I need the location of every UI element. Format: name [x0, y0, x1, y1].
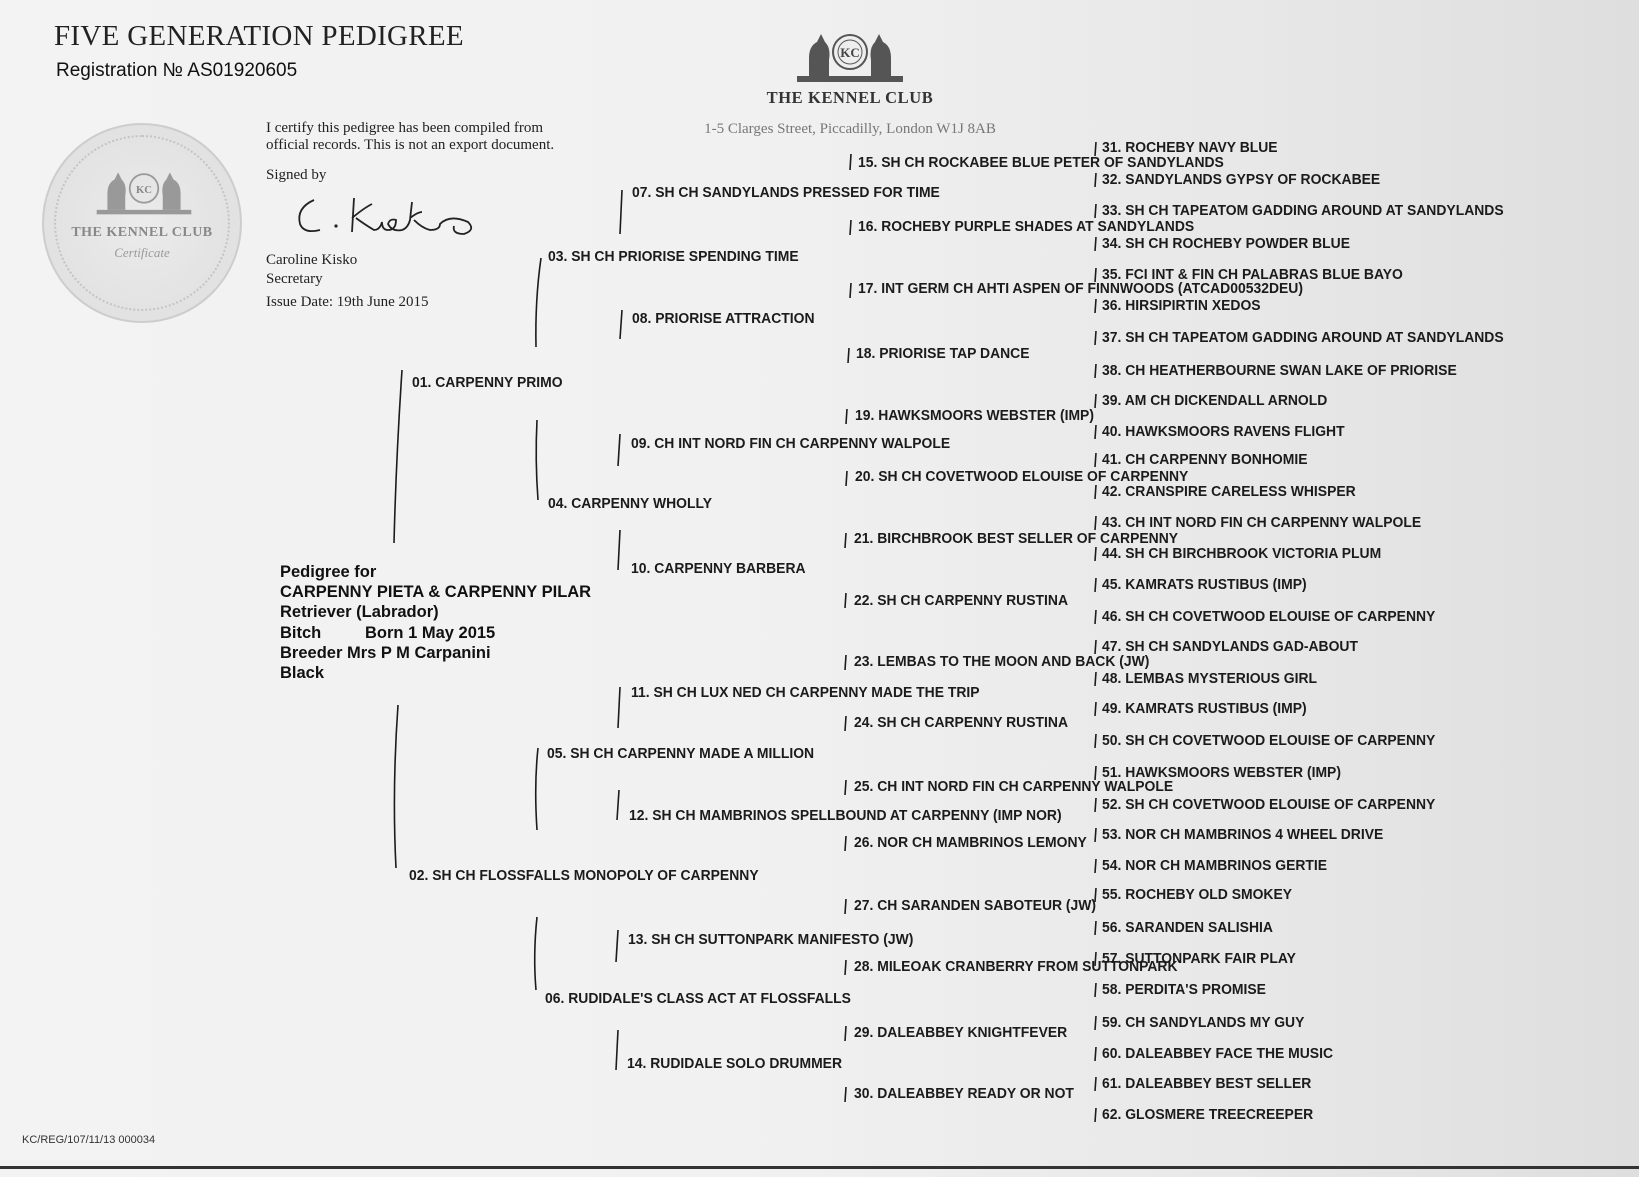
- ancestor-23: 23. LEMBAS TO THE MOON AND BACK (JW): [854, 654, 1150, 670]
- ancestor-49: 49. KAMRATS RUSTIBUS (IMP): [1102, 701, 1307, 717]
- ancestor-58: 58. PERDITA'S PROMISE: [1102, 982, 1266, 998]
- ancestor-60: 60. DALEABBEY FACE THE MUSIC: [1102, 1046, 1334, 1062]
- sire-01: 01. CARPENNY PRIMO: [412, 375, 563, 391]
- signatory-name: Caroline Kisko: [266, 252, 358, 268]
- ancestor-12: 12. SH CH MAMBRINOS SPELLBOUND AT CARPENNY (IMP NOR): [629, 808, 1062, 824]
- ancestor-61: 61. DALEABBEY BEST SELLER: [1102, 1076, 1312, 1092]
- ancestor-29: 29. DALEABBEY KNIGHTFEVER: [854, 1025, 1068, 1041]
- seal-name: THE KENNEL CLUB: [71, 225, 213, 240]
- ancestor-10: 10. CARPENNY BARBERA: [631, 561, 806, 577]
- dog-names: CARPENNY PIETA & CARPENNY PILAR: [280, 583, 592, 601]
- kennel-club-address: 1-5 Clarges Street, Piccadilly, London W1J 8AB: [704, 121, 996, 137]
- ancestor-13: 13. SH CH SUTTONPARK MANIFESTO (JW): [628, 932, 914, 948]
- ancestor-31: 31. ROCHEBY NAVY BLUE: [1102, 140, 1278, 156]
- issue-date: Issue Date: 19th June 2015: [266, 294, 429, 310]
- certification-line-2: official records. This is not an export document.: [266, 137, 555, 153]
- ancestor-35: 35. FCI INT & FIN CH PALABRAS BLUE BAYO: [1102, 267, 1403, 283]
- ancestor-22: 22. SH CH CARPENNY RUSTINA: [854, 593, 1069, 609]
- certification-line-1: I certify this pedigree has been compiled from: [266, 120, 543, 136]
- dam-02: 02. SH CH FLOSSFALLS MONOPOLY OF CARPENNY: [409, 868, 759, 884]
- ancestor-04: 04. CARPENNY WHOLLY: [548, 496, 712, 512]
- ancestor-40: 40. HAWKSMOORS RAVENS FLIGHT: [1102, 424, 1345, 440]
- ancestor-32: 32. SANDYLANDS GYPSY OF ROCKABEE: [1102, 172, 1381, 188]
- ancestor-59: 59. CH SANDYLANDS MY GUY: [1102, 1015, 1305, 1031]
- ancestor-54: 54. NOR CH MAMBRINOS GERTIE: [1102, 858, 1328, 874]
- signed-by-label: Signed by: [266, 167, 327, 183]
- pedigree-for-label: Pedigree for: [280, 563, 377, 581]
- ancestor-28: 28. MILEOAK CRANBERRY FROM SUTTONPARK: [854, 959, 1178, 975]
- seal-subtitle: Certificate: [114, 245, 170, 260]
- ancestor-38: 38. CH HEATHERBOURNE SWAN LAKE OF PRIORISE: [1102, 363, 1457, 379]
- ancestor-44: 44. SH CH BIRCHBROOK VICTORIA PLUM: [1102, 546, 1382, 562]
- ancestor-09: 09. CH INT NORD FIN CH CARPENNY WALPOLE: [631, 436, 951, 452]
- ancestor-62: 62. GLOSMERE TREECREEPER: [1102, 1107, 1314, 1123]
- kennel-club-name: THE KENNEL CLUB: [766, 88, 934, 107]
- ancestor-20: 20. SH CH COVETWOOD ELOUISE OF CARPENNY: [855, 469, 1189, 485]
- ancestor-33: 33. SH CH TAPEATOM GADDING AROUND AT SANDYLANDS: [1102, 203, 1504, 219]
- svg-text:KC: KC: [135, 183, 153, 196]
- breeder: Breeder Mrs P M Carpanini: [280, 644, 491, 662]
- colour: Black: [280, 664, 325, 682]
- ancestor-06: 06. RUDIDALE'S CLASS ACT AT FLOSSFALLS: [545, 991, 851, 1007]
- ancestor-39: 39. AM CH DICKENDALL ARNOLD: [1102, 393, 1328, 409]
- form-code: KC/REG/107/11/13 000034: [22, 1134, 156, 1146]
- ancestor-25: 25. CH INT NORD FIN CH CARPENNY WALPOLE: [854, 779, 1174, 795]
- ancestor-47: 47. SH CH SANDYLANDS GAD-ABOUT: [1102, 639, 1359, 655]
- document-title: FIVE GENERATION PEDIGREE: [54, 20, 464, 52]
- ancestor-07: 07. SH CH SANDYLANDS PRESSED FOR TIME: [632, 185, 940, 201]
- signatory-title: Secretary: [266, 271, 323, 287]
- ancestor-18: 18. PRIORISE TAP DANCE: [856, 346, 1030, 362]
- ancestor-50: 50. SH CH COVETWOOD ELOUISE OF CARPENNY: [1102, 733, 1436, 749]
- ancestor-46: 46. SH CH COVETWOOD ELOUISE OF CARPENNY: [1102, 609, 1436, 625]
- ancestor-42: 42. CRANSPIRE CARELESS WHISPER: [1102, 484, 1356, 500]
- registration-number: Registration № AS01920605: [56, 60, 298, 81]
- ancestor-17: 17. INT GERM CH AHTI ASPEN OF FINNWOODS (ATCAD00532DEU): [858, 281, 1303, 297]
- ancestor-51: 51. HAWKSMOORS WEBSTER (IMP): [1102, 765, 1341, 781]
- ancestor-26: 26. NOR CH MAMBRINOS LEMONY: [854, 835, 1087, 851]
- breed: Retriever (Labrador): [280, 603, 439, 621]
- ancestor-30: 30. DALEABBEY READY OR NOT: [854, 1086, 1074, 1102]
- ancestor-08: 08. PRIORISE ATTRACTION: [632, 311, 815, 327]
- ancestor-27: 27. CH SARANDEN SABOTEUR (JW): [854, 898, 1097, 914]
- ancestor-03: 03. SH CH PRIORISE SPENDING TIME: [548, 249, 799, 265]
- ancestor-05: 05. SH CH CARPENNY MADE A MILLION: [547, 746, 815, 762]
- footer-divider: [0, 1166, 1639, 1169]
- ancestor-16: 16. ROCHEBY PURPLE SHADES AT SANDYLANDS: [858, 219, 1195, 235]
- ancestor-43: 43. CH INT NORD FIN CH CARPENNY WALPOLE: [1102, 515, 1422, 531]
- ancestor-24: 24. SH CH CARPENNY RUSTINA: [854, 715, 1069, 731]
- ancestor-52: 52. SH CH COVETWOOD ELOUISE OF CARPENNY: [1102, 797, 1436, 813]
- ancestor-15: 15. SH CH ROCKABEE BLUE PETER OF SANDYLANDS: [858, 155, 1224, 171]
- sex: Bitch: [280, 624, 322, 642]
- ancestor-55: 55. ROCHEBY OLD SMOKEY: [1102, 887, 1293, 903]
- ancestor-48: 48. LEMBAS MYSTERIOUS GIRL: [1102, 671, 1318, 687]
- ancestor-45: 45. KAMRATS RUSTIBUS (IMP): [1102, 577, 1307, 593]
- ancestor-41: 41. CH CARPENNY BONHOMIE: [1102, 452, 1308, 468]
- ancestor-37: 37. SH CH TAPEATOM GADDING AROUND AT SANDYLANDS: [1102, 330, 1504, 346]
- ancestor-36: 36. HIRSIPIRTIN XEDOS: [1102, 298, 1261, 314]
- ancestor-14: 14. RUDIDALE SOLO DRUMMER: [627, 1056, 843, 1072]
- ancestor-56: 56. SARANDEN SALISHIA: [1102, 920, 1273, 936]
- ancestor-11: 11. SH CH LUX NED CH CARPENNY MADE THE TRIP: [631, 685, 980, 701]
- svg-text:KC: KC: [840, 45, 860, 60]
- birth-date: Born 1 May 2015: [365, 624, 496, 642]
- ancestor-19: 19. HAWKSMOORS WEBSTER (IMP): [855, 408, 1094, 424]
- ancestor-34: 34. SH CH ROCHEBY POWDER BLUE: [1102, 236, 1351, 252]
- ancestor-53: 53. NOR CH MAMBRINOS 4 WHEEL DRIVE: [1102, 827, 1384, 843]
- ancestor-21: 21. BIRCHBROOK BEST SELLER OF CARPENNY: [854, 531, 1179, 547]
- ancestor-57: 57. SUTTONPARK FAIR PLAY: [1102, 951, 1296, 967]
